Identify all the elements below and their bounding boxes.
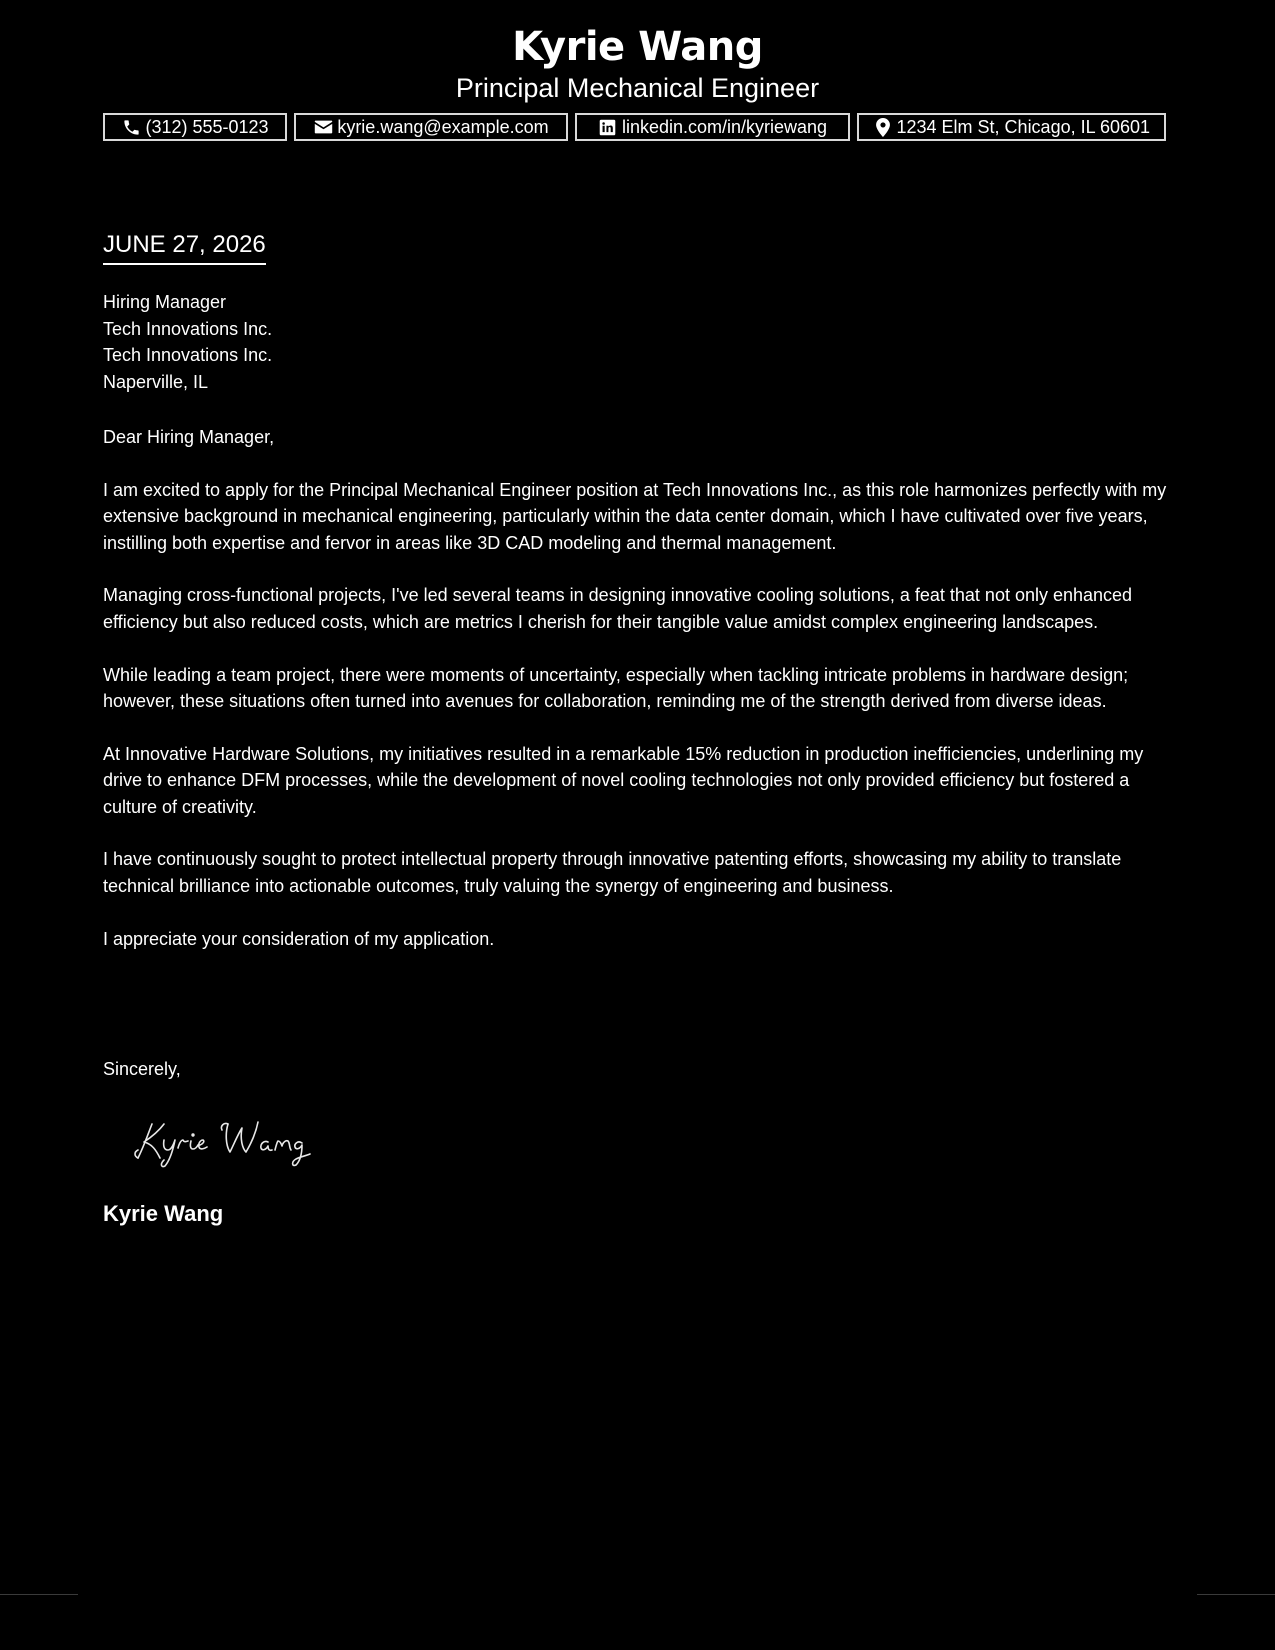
body-paragraph: Managing cross-functional projects, I've led several teams in designing innovative cooling solutions, a feat that not only enhanced efficiency but also reduced costs, which are metrics I cherish for their tangible value amidst complex engineering landscapes. xyxy=(103,585,1133,632)
linkedin-icon xyxy=(598,117,618,137)
body-paragraph: While leading a team project, there were moments of uncertainty, especially when tackling intricate problems in hardware design; however, these situations often turned into avenues for collaboration, reminding me of the strength derived from diverse ideas. xyxy=(103,664,1129,712)
contact-address-text: 1234 Elm St, Chicago, IL 60601 xyxy=(896,116,1150,137)
contact-email-text: kyrie.wang@example.com xyxy=(337,116,549,137)
recipient-line: Naperville, IL xyxy=(103,371,209,392)
closing: Sincerely, xyxy=(103,1059,181,1079)
signer-name: Kyrie Wang xyxy=(103,1201,224,1226)
salutation: Dear Hiring Manager, xyxy=(103,427,275,447)
phone-icon xyxy=(121,117,141,137)
contact-address[interactable] xyxy=(857,113,1166,141)
letter-body xyxy=(103,424,1178,978)
contact-linkedin[interactable] xyxy=(575,113,850,141)
recipient-block xyxy=(103,289,272,395)
contact-email[interactable] xyxy=(294,113,568,141)
body-paragraph: I have continuously sought to protect intellectual property through innovative patenting efforts, showcasing my ability to translate technical brilliance into actionable outcomes, truly valuing the synergy of engineering and business. xyxy=(103,849,1122,896)
contact-phone[interactable] xyxy=(103,113,287,141)
header xyxy=(0,22,1275,104)
contact-phone-text: (312) 555-0123 xyxy=(145,116,269,137)
recipient-line: Tech Innovations Inc. xyxy=(103,345,273,365)
body-paragraph: I appreciate your consideration of my application. xyxy=(103,928,495,949)
applicant-title: Principal Mechanical Engineer xyxy=(455,73,820,103)
applicant-name: Kyrie Wang xyxy=(512,24,763,70)
recipient-line: Hiring Manager xyxy=(103,292,227,312)
footer-rule-right xyxy=(1197,1594,1275,1595)
body-paragraph: At Innovative Hardware Solutions, my initiatives resulted in a remarkable 15% reduction in production inefficiencies, underlining my drive to enhance DFM processes, while the development of novel cooling technologies not only provided efficiency but fostered a culture of creativity. xyxy=(103,743,1144,817)
body-paragraph: I am excited to apply for the Principal Mechanical Engineer position at Tech Innovations Inc., as this role harmonizes perfectly with my extensive background in mechanical engineering, particularly within the data center domain, which I have cultivated over five years, instilling both expertise and fervor in areas like 3D CAD modeling and thermal management. xyxy=(103,479,1167,553)
letter-date: JUNE 27, 2026 xyxy=(103,230,266,265)
map-pin-icon xyxy=(873,117,893,137)
footer-rule-left xyxy=(0,1594,78,1595)
handwritten-signature xyxy=(130,1110,350,1170)
contact-bar xyxy=(103,113,1166,141)
envelope-icon xyxy=(313,117,333,137)
contact-linkedin-text: linkedin.com/in/kyriewang xyxy=(621,116,828,137)
recipient-line: Tech Innovations Inc. xyxy=(103,318,273,339)
